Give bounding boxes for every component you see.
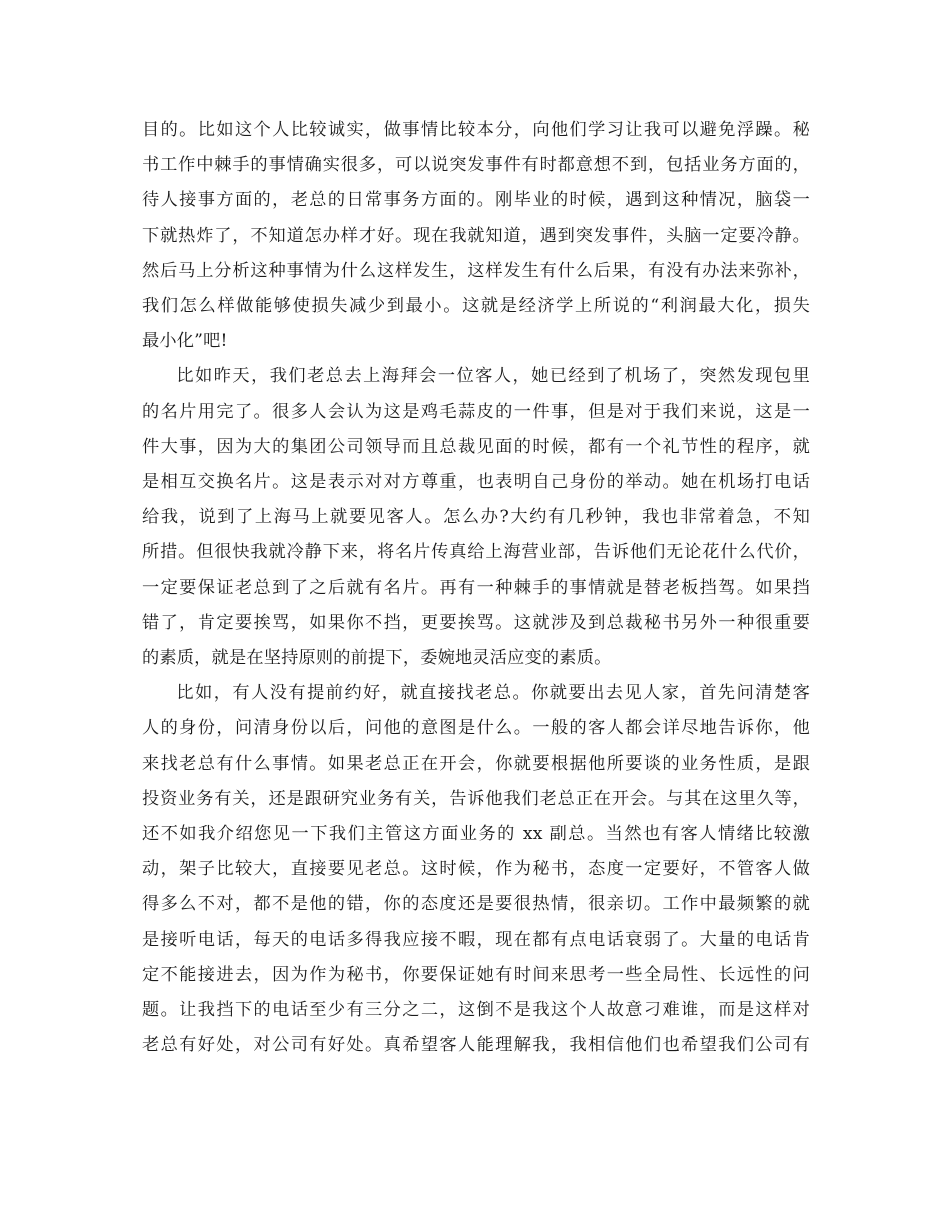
paragraph-1 [142,113,810,359]
text-line: 的素质，就是在坚持原则的前提下，委婉地灵活应变的素质。 [142,648,612,669]
text-line: 的名片用完了。很多人会认为这是鸡毛蒜皮的一件事，但是对于我们来说，这是一 [142,401,810,422]
text-line: 然后马上分析这种事情为什么这样发生，这样发生有什么后果，有没有办法来弥补， [142,260,810,281]
text-line: 比如昨天，我们老总去上海拜会一位客人，她已经到了机场了，突然发现包里 [176,366,810,387]
text-line: 一定要保证老总到了之后就有名片。再有一种棘手的事情就是替老板挡驾。如果挡 [142,577,810,598]
text-line: 还不如我介绍您见一下我们主管这方面业务的 xx 副总。当然也有客人情绪比较激 [142,824,810,845]
text-line: 定不能接进去，因为作为秘书，你要保证她有时间来思考一些全局性、长远性的问 [142,964,810,985]
document-body [142,113,810,1063]
text-line: 错了，肯定要挨骂，如果你不挡，更要挨骂。这就涉及到总裁秘书另外一种很重要 [142,612,810,633]
text-line: 得多么不对，都不是他的错，你的态度还是要很热情，很亲切。工作中最频繁的就 [142,894,810,915]
text-line: 是相互交换名片。这是表示对对方尊重，也表明自己身份的举动。她在机场打电话 [142,472,810,493]
text-line: 我们怎么样做能够使损失减少到最小。这就是经济学上所说的“利润最大化，损失 [142,296,810,317]
text-line: 件大事，因为大的集团公司领导而且总裁见面的时候，都有一个礼节性的程序，就 [142,436,810,457]
text-line: 老总有好处，对公司有好处。真希望客人能理解我，我相信他们也希望我们公司有 [142,1035,810,1056]
text-line: 比如，有人没有提前约好，就直接找老总。你就要出去见人家，首先问清楚客 [176,683,810,704]
text-line: 待人接事方面的，老总的日常事务方面的。刚毕业的时候，遇到这种情况，脑袋一 [142,190,810,211]
text-line: 最小化”吧! [142,331,228,352]
paragraph-3 [142,676,810,1063]
text-line: 动，架子比较大，直接要见老总。这时候，作为秘书，态度一定要好，不管客人做 [142,859,810,880]
text-line: 下就热炸了，不知道怎办样才好。现在我就知道，遇到突发事件，头脑一定要冷静。 [142,225,810,246]
paragraph-2 [142,359,810,676]
text-line: 所措。但很快我就冷静下来，将名片传真给上海营业部，告诉他们无论花什么代价， [142,542,810,563]
text-line: 给我，说到了上海马上就要见客人。怎么办?大约有几秒钟，我也非常着急，不知 [142,507,810,528]
text-line: 题。让我挡下的电话至少有三分之二，这倒不是我这个人故意刁难谁，而是这样对 [142,1000,810,1021]
text-line: 书工作中棘手的事情确实很多，可以说突发事件有时都意想不到，包括业务方面的， [142,155,810,176]
text-line: 来找老总有什么事情。如果老总正在开会，你就要根据他所要谈的业务性质，是跟 [142,753,810,774]
text-line: 目的。比如这个人比较诚实，做事情比较本分，向他们学习让我可以避免浮躁。秘 [142,120,810,140]
text-line: 投资业务有关，还是跟研究业务有关，告诉他我们老总正在开会。与其在这里久等， [142,788,810,809]
text-line: 人的身份，问清身份以后，问他的意图是什么。一般的客人都会详尽地告诉你，他 [142,718,810,739]
text-line: 是接听电话，每天的电话多得我应接不暇，现在都有点电话衰弱了。大量的电话肯 [142,929,810,950]
